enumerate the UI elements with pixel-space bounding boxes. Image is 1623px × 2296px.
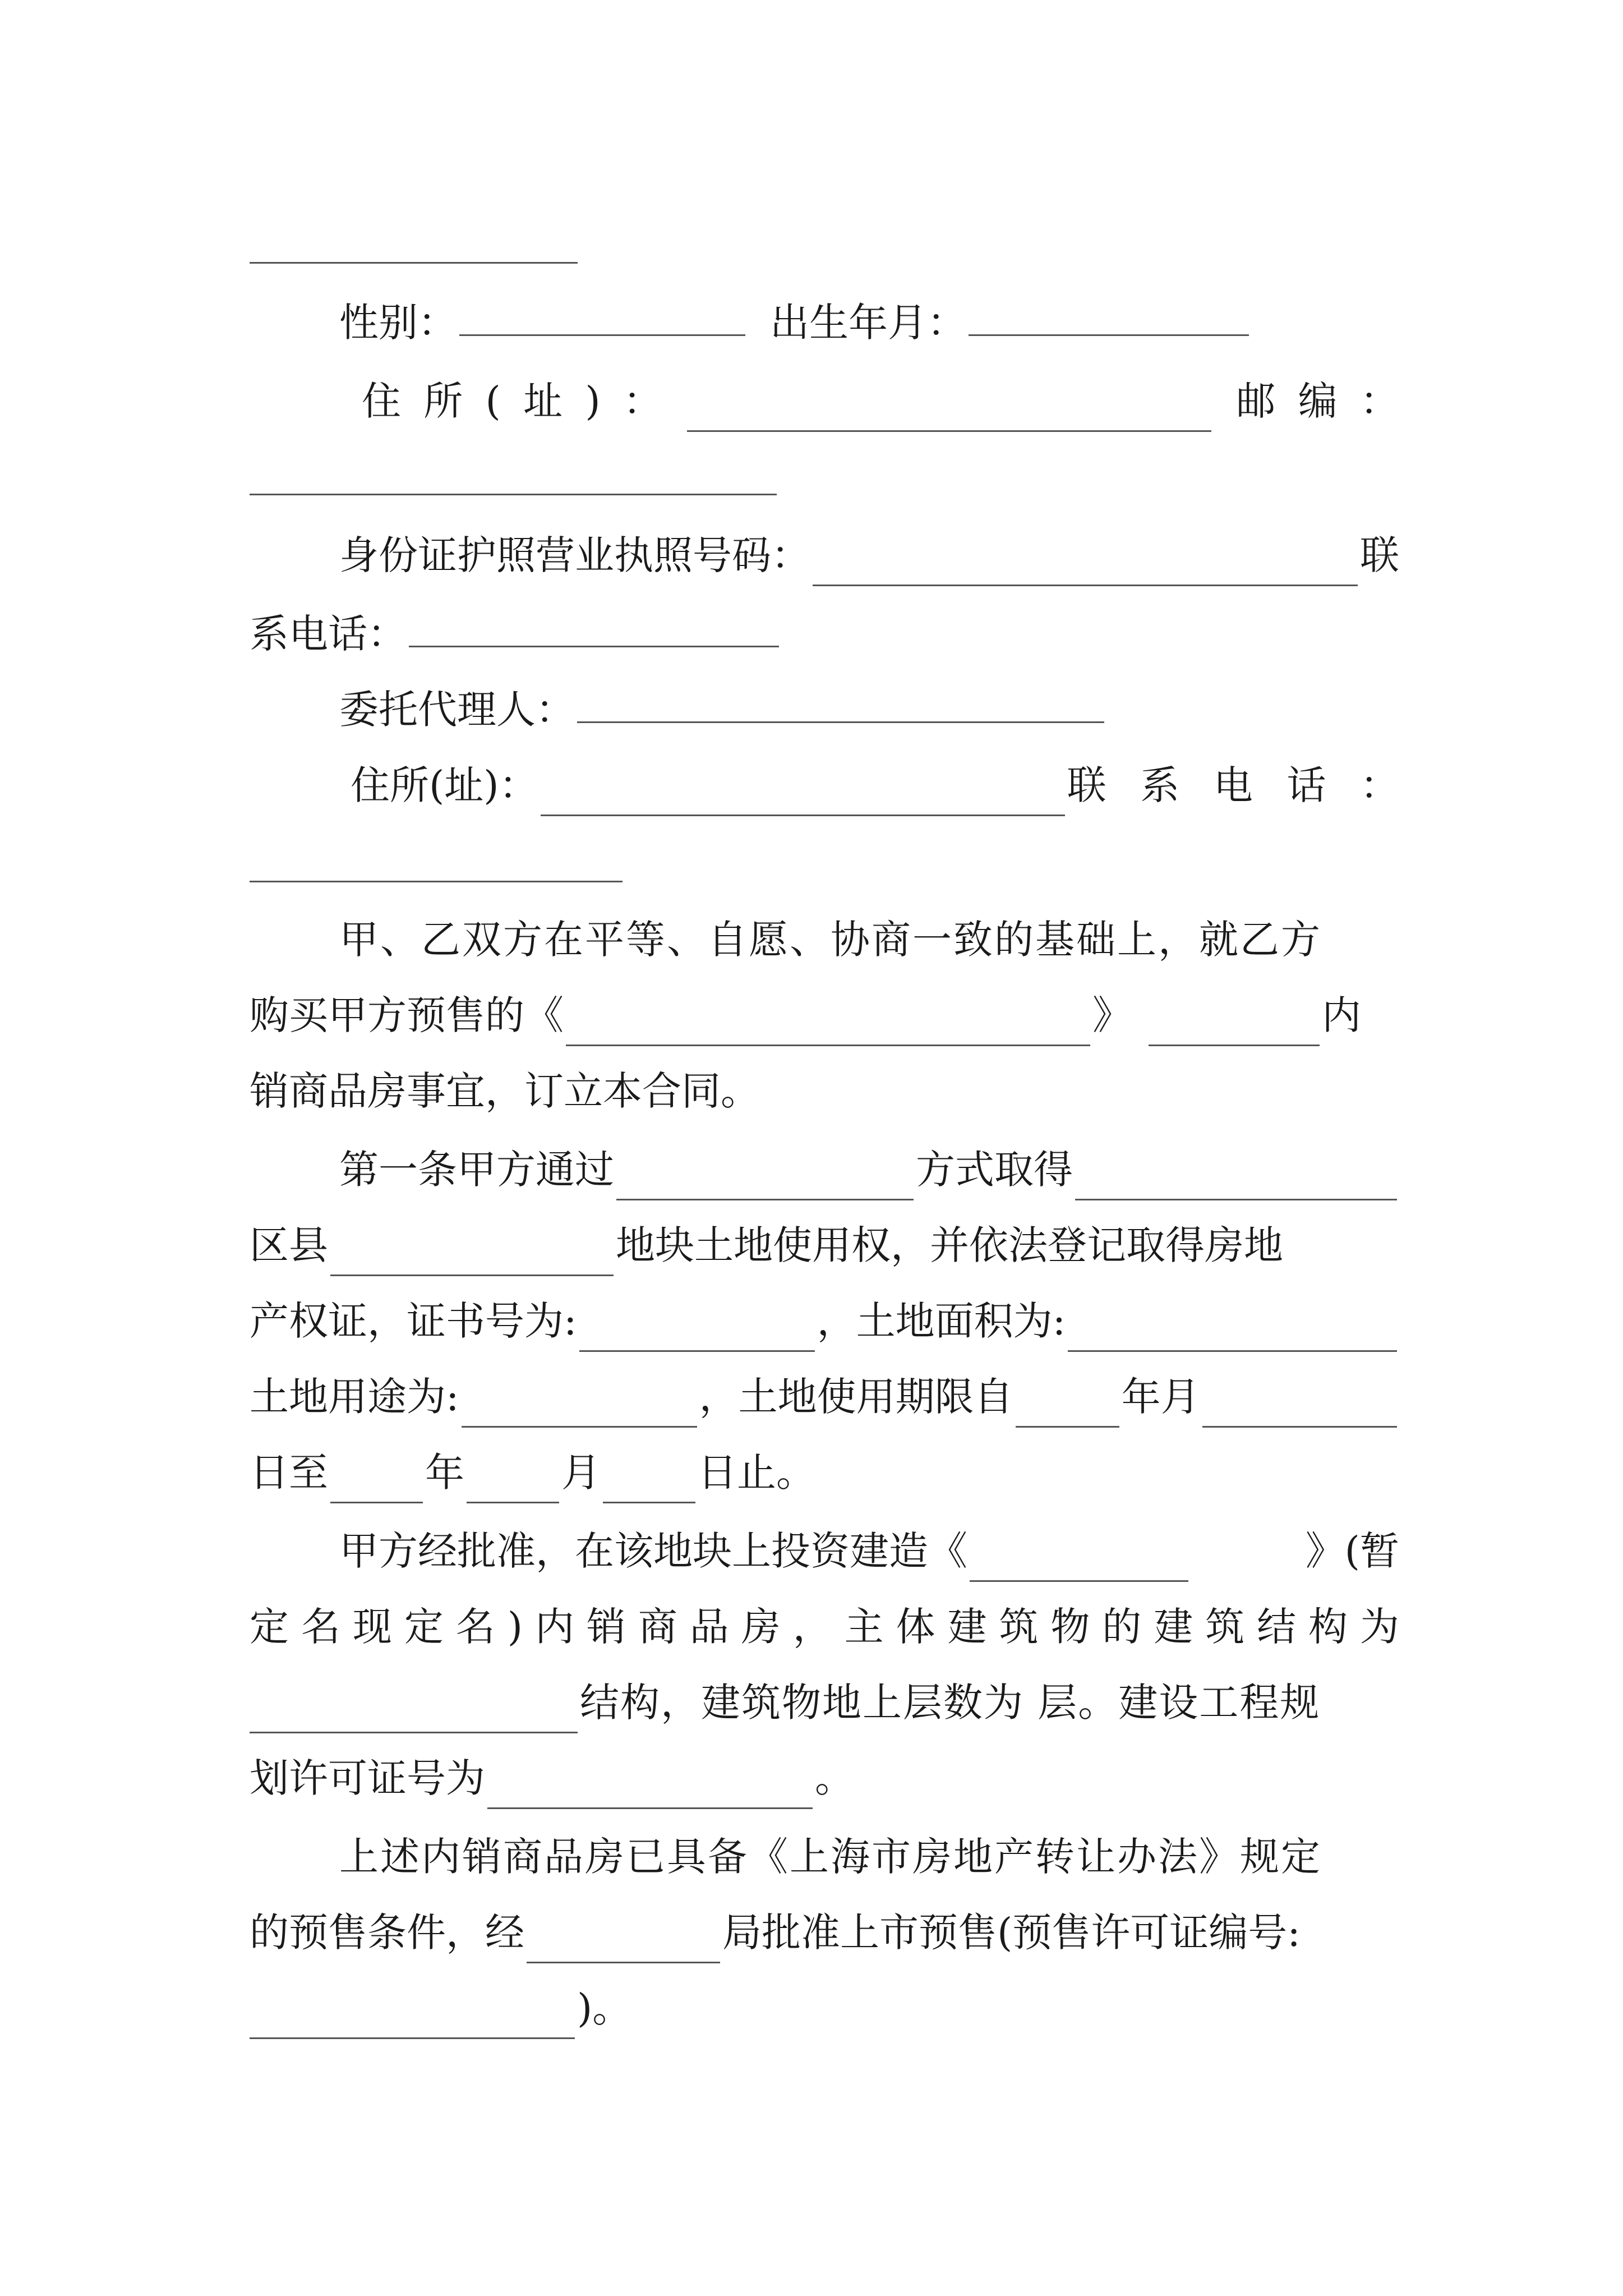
article1-text: 土地用途为:: [250, 1374, 459, 1420]
para3-char: 物: [1050, 1604, 1090, 1650]
para1-text: 购买甲方预售的《: [250, 992, 564, 1038]
para1-line2: [250, 984, 1399, 1046]
para3-char: 体: [896, 1604, 935, 1650]
acquire-method-field[interactable]: [616, 1165, 914, 1200]
agent-phone-char: 话: [1287, 762, 1326, 808]
para3-line1: [250, 1520, 1399, 1582]
para3-char: 名: [455, 1604, 495, 1650]
id-number-field[interactable]: [813, 551, 1358, 586]
land-area-field[interactable]: [1068, 1317, 1397, 1352]
id-number-label: 身份证护照营业执照号码：: [339, 532, 810, 578]
district-field[interactable]: [1075, 1165, 1397, 1200]
article1-text: 方式取得: [916, 1147, 1073, 1193]
para3-line2: [250, 1596, 1399, 1658]
agent-phone-char: 电: [1213, 762, 1253, 808]
para3-char: 名: [301, 1604, 340, 1650]
article1-text: ，土地面积为:: [817, 1298, 1066, 1344]
agent-phone-char: 系: [1140, 762, 1180, 808]
article1-text: 年: [425, 1450, 464, 1496]
address-char: 所: [423, 378, 463, 424]
blank-line-top[interactable]: [250, 262, 578, 264]
para3-char: 定: [250, 1604, 289, 1650]
para3-char: 结: [1257, 1604, 1297, 1650]
address-char: 址: [523, 378, 563, 424]
para3-text: 甲方经批准，在该地块上投资建造《: [339, 1528, 967, 1574]
para3-char: 建: [1154, 1604, 1193, 1650]
agent-address-label: 住所(址)：: [351, 762, 538, 808]
article1-text: 产权证，证书号为:: [250, 1298, 577, 1344]
article1-line1: [250, 1139, 1399, 1200]
article1-text: 日止。: [698, 1450, 815, 1496]
para3-text: 结构，建筑物地上层数为 层。建设工程规: [580, 1680, 1321, 1726]
para3-char: 销: [586, 1604, 626, 1650]
para1-text: 内: [1322, 992, 1361, 1038]
article1-line5: [250, 1442, 1399, 1503]
postcode-char: 编: [1298, 378, 1338, 424]
start-month-field[interactable]: [1202, 1392, 1397, 1428]
para3-char: 筑: [1205, 1604, 1245, 1650]
agent-label: 委托代理人：: [339, 687, 575, 733]
gender-field[interactable]: [459, 301, 745, 336]
building-name-field[interactable]: [970, 1547, 1188, 1582]
end-month-field[interactable]: [467, 1468, 559, 1503]
article1-text: 月: [561, 1450, 601, 1496]
para3-char: 主: [844, 1604, 884, 1650]
para3-char: 现: [352, 1604, 392, 1650]
article1-line4: [250, 1366, 1399, 1428]
para1-text: 销商品房事宜，订立本合同。: [250, 1068, 760, 1114]
gender-birth-line: [250, 292, 1399, 353]
agent-phone-field[interactable]: [250, 881, 623, 882]
para3-char: 品: [689, 1604, 729, 1650]
para3-char: ，: [792, 1604, 832, 1650]
land-use-field[interactable]: [462, 1392, 697, 1428]
agent-field[interactable]: [577, 688, 1104, 723]
project-name-field[interactable]: [566, 1011, 1090, 1046]
gender-label: 性别：: [339, 300, 457, 346]
para3-char: 筑: [999, 1604, 1039, 1650]
agent-address-field[interactable]: [541, 781, 1065, 816]
para1-line3: [250, 1060, 1399, 1122]
birth-label: 出生年月：: [770, 300, 966, 346]
certificate-number-field[interactable]: [579, 1317, 815, 1352]
end-day-field[interactable]: [603, 1468, 695, 1503]
article1-text: 地块土地使用权，并依法登记取得房地: [616, 1222, 1283, 1268]
plot-field[interactable]: [330, 1241, 614, 1276]
article1-text: 年月: [1121, 1374, 1200, 1420]
agent-line: [250, 679, 1399, 740]
start-year-field[interactable]: [1016, 1392, 1119, 1428]
address-char: ：: [623, 378, 662, 424]
para4-line1: [250, 1826, 1399, 1888]
para3-char: 构: [1308, 1604, 1348, 1650]
end-year-field[interactable]: [330, 1468, 423, 1503]
agent-phone-char: 联: [1067, 762, 1106, 808]
planning-permit-field[interactable]: [487, 1774, 813, 1809]
para3-char: 内: [534, 1604, 574, 1650]
address-field[interactable]: [687, 397, 1211, 432]
para3-char: 房: [741, 1604, 781, 1650]
article1-text: ，土地使用期限自: [699, 1374, 1013, 1420]
para3-char: 建: [947, 1604, 987, 1650]
para3-char: 定: [404, 1604, 444, 1650]
para3-line3: [250, 1672, 1399, 1733]
address-postcode-line: [250, 370, 1399, 432]
para4-line2: [250, 1902, 1399, 1963]
article1-line2: [250, 1214, 1399, 1276]
phone-line: [250, 603, 1399, 665]
approval-bureau-field[interactable]: [527, 1928, 720, 1963]
address-char: 住: [362, 378, 401, 424]
agent-phone-char: ：: [1360, 762, 1399, 808]
article1-line3: [250, 1290, 1399, 1352]
agent-address-line: [250, 754, 1399, 816]
address-char: (: [485, 378, 501, 424]
article1-text: 区县: [250, 1222, 328, 1268]
id-number-line: [250, 524, 1399, 586]
para1-text: 甲、乙双方在平等、自愿、协商一致的基础上，就乙方: [339, 917, 1322, 963]
phone-label-start: 联: [1360, 532, 1399, 578]
project-extra-field[interactable]: [1149, 1011, 1320, 1046]
address-char: ): [585, 378, 601, 424]
para3-text: 划许可证号为: [250, 1755, 485, 1801]
para4-text: 局批准上市预售(预售许可证编号:: [722, 1910, 1301, 1955]
article1-text: 日至: [250, 1450, 328, 1496]
presale-permit-field[interactable]: [250, 2004, 575, 2039]
para4-text: )。: [577, 1985, 632, 2031]
para4-text: 上述内销商品房已具备《上海市房地产转让办法》规定: [339, 1834, 1322, 1880]
para3-line4: [250, 1747, 1399, 1809]
para1-text: 》: [1092, 992, 1132, 1038]
para3-char: 商: [638, 1604, 677, 1650]
birth-field[interactable]: [969, 301, 1249, 336]
para3-text: 。: [815, 1755, 854, 1801]
postcode-field[interactable]: [250, 494, 777, 495]
article1-text: 第一条甲方通过: [339, 1147, 614, 1193]
postcode-char: 邮: [1236, 378, 1276, 424]
phone-label-end: 系电话：: [250, 611, 407, 657]
para4-line3: [250, 1977, 1399, 2039]
phone-field[interactable]: [409, 612, 779, 647]
para4-text: 的预售条件，经: [250, 1910, 524, 1955]
para1-line1: [250, 909, 1399, 970]
para3-char: 的: [1102, 1604, 1142, 1650]
postcode-char: ：: [1359, 378, 1399, 424]
para3-char: ): [507, 1604, 523, 1650]
para3-text: 》(暂: [1305, 1528, 1399, 1574]
structure-field[interactable]: [250, 1698, 578, 1733]
para3-char: 为: [1359, 1604, 1399, 1650]
